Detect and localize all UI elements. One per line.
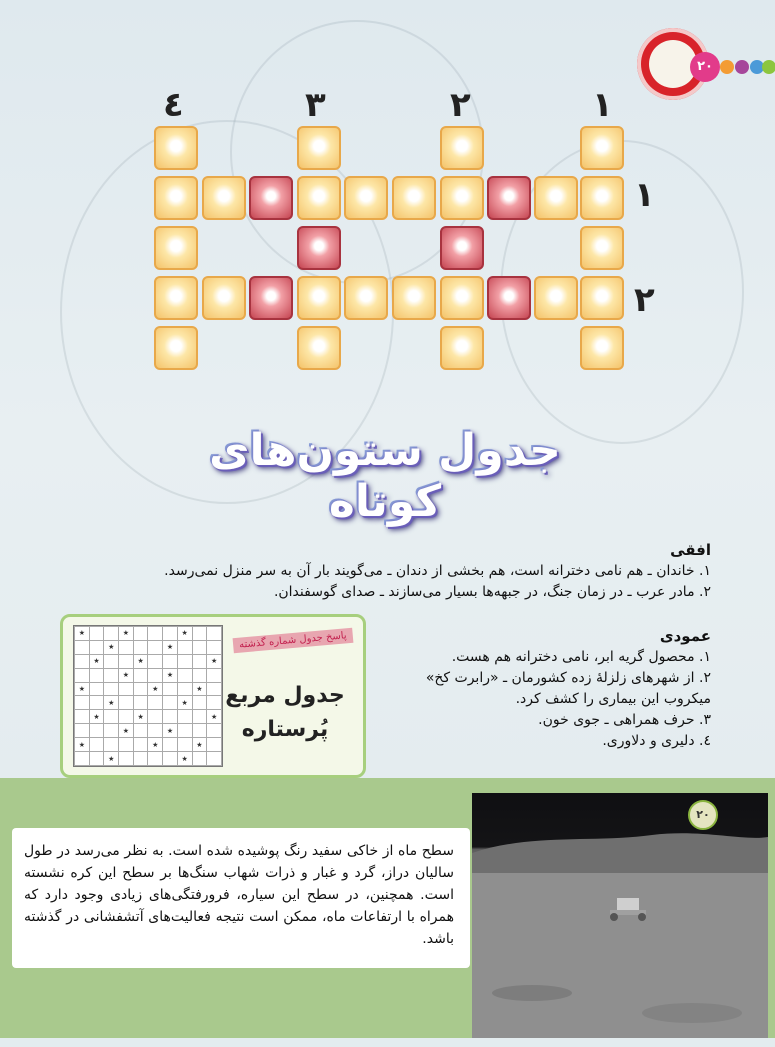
column-number-2: ۲ [450, 85, 471, 125]
column-number-3: ۳ [305, 85, 326, 125]
previous-answer-title: جدول مربع پُرستاره [225, 683, 345, 742]
grid-cell[interactable] [440, 176, 484, 220]
row-number-2: ۲ [634, 280, 655, 320]
grid-cell[interactable] [297, 126, 341, 170]
clue-item: ۳. حرف همراهی ـ جوی خون. [538, 712, 711, 728]
row-number-1: ۱ [634, 175, 655, 215]
horizontal-heading: افقی [670, 541, 711, 559]
clue-item: ۲. از شهرهای زلزلهٔ زده کشورمان ـ «رابرت کخ» میکروب این بیماری را کشف کرد. [425, 670, 711, 707]
previous-answer-grid: ★ ★ ★ ★ ★ ★ ★ ★ ★ ★ ★ ★ ★ ★ ★ ★ ★ ★ ★ ★ ★ ★ ★ ★ ★ [73, 625, 223, 767]
grid-cell[interactable] [580, 176, 624, 220]
clue-item: ٤. دلیری و دلاوری. [602, 733, 711, 749]
clue-item: ۱. خاندان ـ هم نامی دخترانه است، هم بخشی از دندان ـ می‌گویند بار آن به سر منزل نمی‌رسد. [164, 563, 711, 579]
column-number-1: ۱ [592, 85, 613, 125]
vertical-clues [391, 626, 711, 752]
puzzle-title: جدول ستون‌های کوتاه [209, 425, 561, 527]
vertical-heading: عمودی [659, 627, 711, 645]
grid-cell[interactable] [344, 176, 388, 220]
grid-cell-shaded[interactable] [249, 276, 293, 320]
grid-cell[interactable] [580, 226, 624, 270]
grid-cell[interactable] [154, 326, 198, 370]
previous-answer-label: پاسخ جدول شماره گذشته [233, 628, 354, 653]
grid-cell[interactable] [154, 276, 198, 320]
grid-cell[interactable] [580, 126, 624, 170]
grid-cell[interactable] [154, 126, 198, 170]
moon-landscape-image [472, 793, 768, 1038]
grid-cell[interactable] [202, 276, 246, 320]
grid-cell[interactable] [392, 176, 436, 220]
grid-cell[interactable] [440, 326, 484, 370]
horizontal-clues [61, 540, 711, 603]
previous-answer-box [60, 614, 366, 778]
grid-cell-shaded[interactable] [249, 176, 293, 220]
grid-cell[interactable] [297, 176, 341, 220]
clue-item: ۱. محصول گریه ابر، نامی دخترانه هم هست. [451, 649, 711, 665]
info-text: سطح ماه از خاکی سفید رنگ پوشیده شده است. به نظر می‌رسد در طول سالیان دراز، گرد و غبار و ذرات شهاب سنگ‌ها بر سطح این کره نشسته است. همچنین، در سطح این سیاره، فرورفتگی‌های زیادی وجود دارد که همراه با ارتفاعات ماه، ممکن است نتیجه فعالیت‌های آتشفشانی در گذشته باشد. [24, 843, 454, 947]
grid-cell[interactable] [440, 126, 484, 170]
footer-page-number: ۲۰ [688, 800, 718, 830]
grid-cell[interactable] [297, 326, 341, 370]
grid-cell-shaded[interactable] [440, 226, 484, 270]
grid-cell[interactable] [344, 276, 388, 320]
grid-cell[interactable] [202, 176, 246, 220]
grid-cell[interactable] [154, 226, 198, 270]
grid-cell[interactable] [534, 276, 578, 320]
grid-cell-shaded[interactable] [297, 226, 341, 270]
grid-cell[interactable] [440, 276, 484, 320]
grid-cell[interactable] [534, 176, 578, 220]
grid-cell-shaded[interactable] [487, 276, 531, 320]
column-number-4: ٤ [163, 85, 184, 125]
grid-cell-shaded[interactable] [487, 176, 531, 220]
clue-item: ۲. مادر عرب ـ در زمان جنگ، در جبهه‌ها بسیار می‌سازند ـ صدای گوسفندان. [273, 584, 711, 600]
grid-cell[interactable] [580, 276, 624, 320]
page-number: ۲۰ [690, 52, 720, 82]
grid-cell[interactable] [154, 176, 198, 220]
grid-cell[interactable] [580, 326, 624, 370]
grid-cell[interactable] [297, 276, 341, 320]
moon-photo [472, 793, 768, 1038]
grid-cell[interactable] [392, 276, 436, 320]
